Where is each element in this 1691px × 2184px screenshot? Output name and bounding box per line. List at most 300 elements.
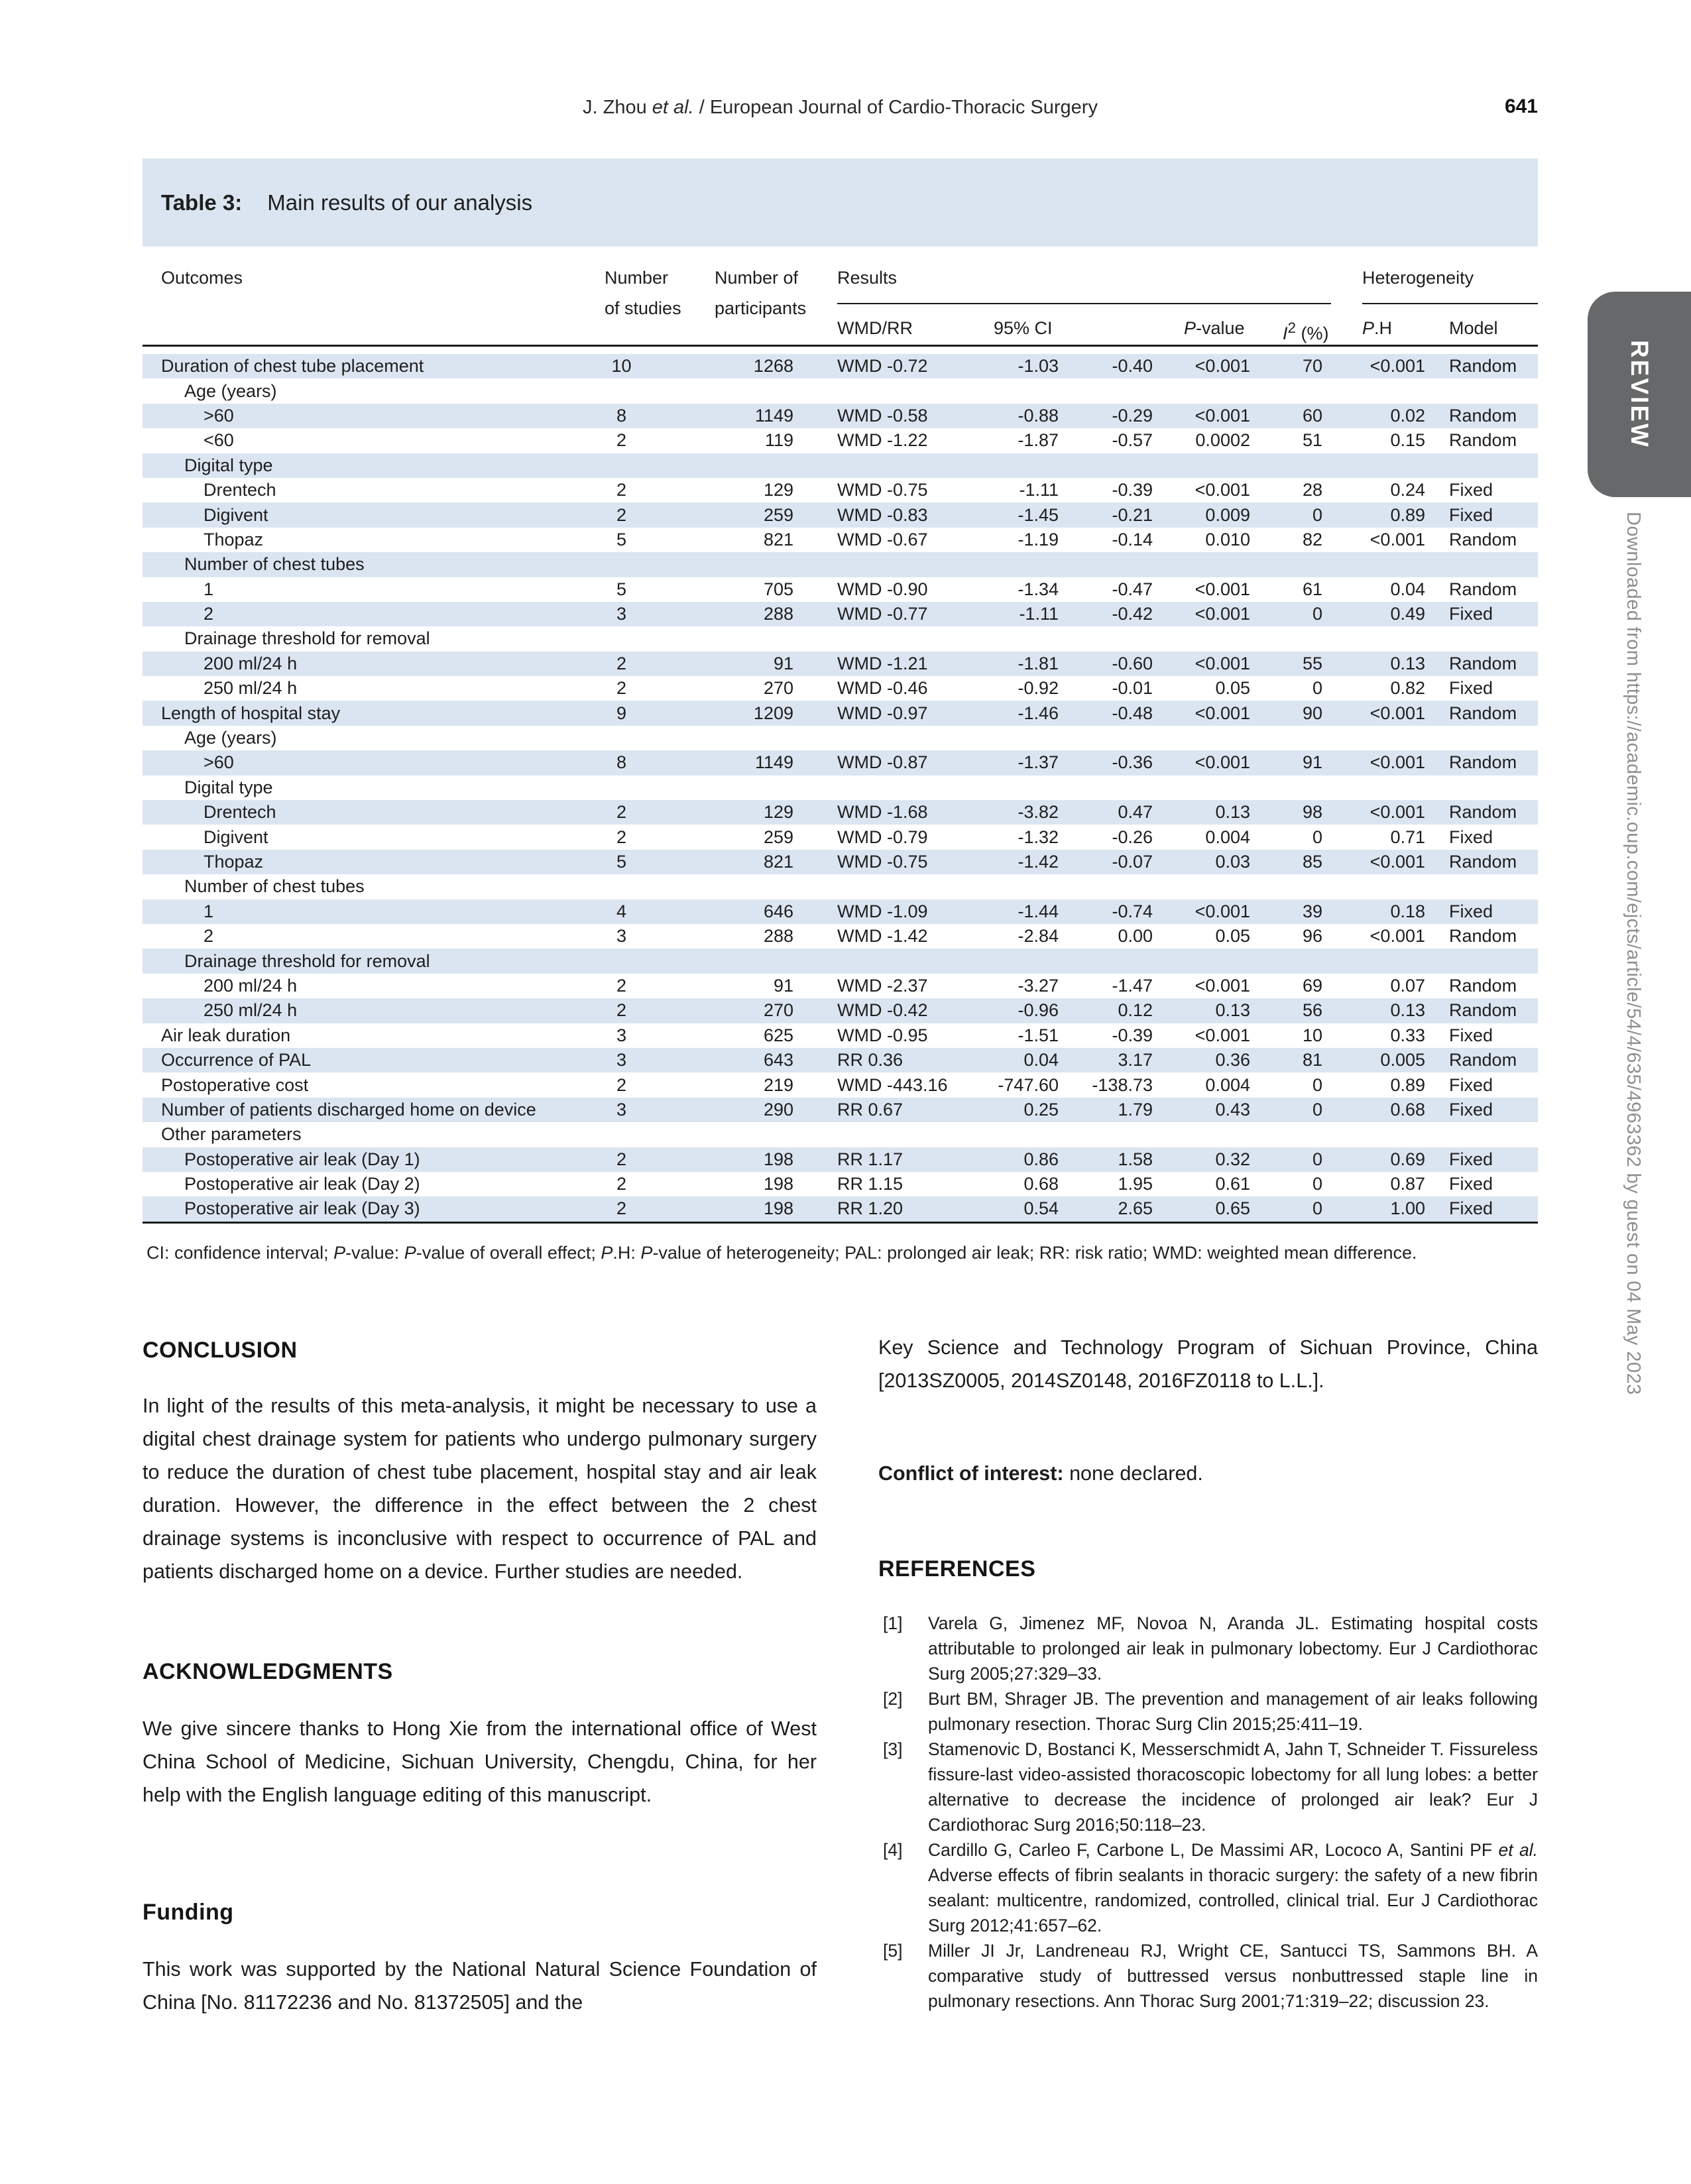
funding-continuation-paragraph: Key Science and Technology Program of Sichuan Province, China [2013SZ0005, 2014SZ0148, 2016FZ0118 to L.L.].: [878, 1336, 1538, 1392]
col-header-p-value: P-value: [1184, 318, 1245, 338]
table-row: [143, 1196, 1538, 1221]
cell-number-of-studies: 9: [616, 703, 627, 723]
cell-ci-lower: -2.84: [1018, 926, 1059, 947]
cell-number-of-participants: 219: [763, 1074, 793, 1095]
table-row: [143, 1172, 1538, 1196]
cell-ci-upper: -0.40: [1112, 356, 1153, 376]
conflict-of-interest: [878, 1457, 1538, 1490]
cell-wmd-rr: WMD -0.58: [837, 405, 928, 426]
cell-wmd-rr: RR 1.20: [837, 1198, 904, 1219]
cell-ci-upper: 0.47: [1118, 802, 1153, 823]
cell-p-value: 0.36: [1215, 1050, 1250, 1070]
cell-ci-lower: -0.92: [1018, 678, 1059, 699]
cell-number-of-participants: 646: [763, 901, 793, 921]
cell-p-value: <0.001: [1195, 480, 1250, 500]
cell-outcome: Postoperative air leak (Day 1): [184, 1149, 420, 1169]
cell-ci-upper: 0.00: [1118, 926, 1153, 947]
cell-p-value: 0.004: [1205, 1074, 1250, 1095]
cell-number-of-participants: 129: [763, 802, 793, 823]
cell-ph: 0.71: [1390, 827, 1425, 847]
cell-outcome: Postoperative air leak (Day 2): [184, 1174, 420, 1194]
cell-ci-upper: -138.73: [1092, 1074, 1153, 1095]
cell-ci-upper: -0.21: [1112, 504, 1153, 525]
cell-number-of-studies: 2: [616, 1149, 627, 1169]
cell-outcome: Digital type: [184, 777, 273, 797]
cell-ci-lower: -1.34: [1018, 579, 1059, 599]
cell-ci-lower: -3.82: [1018, 802, 1059, 823]
table-group-row: [143, 1122, 1538, 1147]
table-row: [143, 354, 1538, 378]
table-group-row: [143, 453, 1538, 478]
cell-p-value: <0.001: [1195, 653, 1250, 673]
table-row: [143, 577, 1538, 602]
reference-item: [878, 1686, 1538, 1737]
cell-ci-lower: 0.25: [1023, 1099, 1059, 1120]
cell-i2: 0: [1312, 1198, 1322, 1219]
table-title: [143, 158, 1538, 247]
conclusion-paragraph: In light of the results of this meta-analysis, it might be necessary to use a digital chest drainage system for patients who undergo pulmonary surgery to reduce the duration of chest tube placement, hospital stay and air leak duration. However, the difference in the effect between the 2 chest drainage systems is inconclusive with respect to occurrence of PAL and patients discharged home on a device. Further studies are needed.: [143, 1395, 817, 1583]
cell-p-value: <0.001: [1195, 703, 1250, 723]
cell-p-value: 0.61: [1215, 1174, 1250, 1194]
cell-ph: 0.18: [1390, 901, 1425, 921]
cell-p-value: 0.010: [1205, 529, 1250, 549]
cell-ci-upper: -0.01: [1112, 678, 1153, 699]
cell-wmd-rr: WMD -0.79: [837, 827, 928, 847]
cell-p-value: 0.65: [1215, 1198, 1250, 1219]
cell-number-of-participants: 705: [763, 579, 793, 599]
cell-p-value: 0.004: [1205, 827, 1250, 847]
cell-model: Fixed: [1449, 1025, 1493, 1045]
cell-model: Random: [1449, 356, 1517, 376]
cell-outcome: 2: [204, 926, 214, 947]
cell-ci-upper: -0.26: [1112, 827, 1153, 847]
cell-ci-upper: -0.39: [1112, 1025, 1153, 1045]
conclusion-heading: CONCLUSION: [143, 1338, 298, 1363]
cell-i2: 69: [1302, 975, 1322, 996]
cell-ci-lower: -1.51: [1018, 1025, 1059, 1045]
col-header-model: Model: [1449, 318, 1498, 338]
cell-ci-upper: -0.14: [1112, 529, 1153, 549]
cell-ci-lower: -1.87: [1018, 430, 1059, 451]
cell-wmd-rr: WMD -0.72: [837, 356, 928, 376]
cell-i2: 90: [1302, 703, 1322, 723]
cell-model: Random: [1449, 430, 1517, 451]
review-tab: [1588, 292, 1691, 497]
cell-wmd-rr: WMD -2.37: [837, 975, 928, 996]
cell-model: Random: [1449, 579, 1517, 599]
cell-wmd-rr: WMD -0.42: [837, 1000, 928, 1021]
funding-heading: Funding: [143, 1900, 234, 1925]
cell-number-of-studies: 2: [616, 480, 627, 500]
cell-ci-upper: -0.36: [1112, 752, 1153, 773]
cell-number-of-participants: 1268: [753, 356, 793, 376]
table-row: [143, 428, 1538, 453]
table-row: [143, 502, 1538, 527]
table-row: [143, 404, 1538, 428]
cell-p-value: 0.13: [1215, 802, 1250, 823]
cell-outcome: Digivent: [204, 827, 268, 847]
funding-paragraph: This work was supported by the National Natural Science Foundation of China [No. 81172236 and No. 81372505] and the: [143, 1958, 817, 2014]
cell-outcome: Number of chest tubes: [184, 554, 365, 575]
table-group-row: [143, 726, 1538, 750]
cell-number-of-studies: 8: [616, 405, 627, 426]
cell-model: Random: [1449, 975, 1517, 996]
cell-outcome: >60: [204, 752, 234, 773]
cell-number-of-studies: 2: [616, 1074, 627, 1095]
cell-ci-upper: -0.47: [1112, 579, 1153, 599]
cell-ci-upper: -0.74: [1112, 901, 1153, 921]
cell-ph: 0.005: [1380, 1050, 1425, 1070]
cell-ci-lower: -1.19: [1018, 529, 1059, 549]
cell-ph: 0.02: [1390, 405, 1425, 426]
cell-p-value: 0.03: [1215, 852, 1250, 872]
cell-outcome: Other parameters: [161, 1124, 302, 1145]
cell-outcome: Drentech: [204, 802, 276, 823]
col-group-heterogeneity: Heterogeneity: [1362, 268, 1474, 288]
reference-text: Varela G, Jimenez MF, Novoa N, Aranda JL. Estimating hospital costs attributable to prolonged air leak in pulmonary lobectomy. Eur J Cardiothorac Surg 2005;27:329–33.: [928, 1613, 1538, 1684]
cell-wmd-rr: WMD -1.42: [837, 926, 928, 947]
cell-number-of-participants: 198: [763, 1149, 793, 1169]
cell-number-of-studies: 2: [616, 504, 627, 525]
cell-outcome: 250 ml/24 h: [204, 678, 298, 699]
cell-ph: 0.13: [1390, 653, 1425, 673]
table-row: [143, 652, 1538, 676]
cell-model: Fixed: [1449, 901, 1493, 921]
cell-ph: <0.001: [1370, 752, 1425, 773]
reference-text: Stamenovic D, Bostanci K, Messerschmidt A, Jahn T, Schneider T. Fissureless fissure-last video-assisted thoracoscopic lobectomy for all lung lobes: a better alternative to decrease the incidence of prolonged air leak? Eur J Cardiothorac Surg 2016;50:118–23.: [928, 1739, 1538, 1835]
cell-ph: 0.07: [1390, 975, 1425, 996]
cell-p-value: <0.001: [1195, 356, 1250, 376]
table-row: [143, 1098, 1538, 1122]
cell-ci-lower: -747.60: [998, 1074, 1059, 1095]
cell-ci-upper: 1.79: [1118, 1099, 1153, 1120]
cell-ci-lower: -1.37: [1018, 752, 1059, 773]
cell-wmd-rr: RR 1.15: [837, 1174, 904, 1194]
table-row: [143, 1023, 1538, 1048]
cell-model: Fixed: [1449, 827, 1493, 847]
cell-outcome: 200 ml/24 h: [204, 653, 298, 673]
cell-number-of-participants: 198: [763, 1174, 793, 1194]
cell-number-of-participants: 198: [763, 1198, 793, 1219]
cell-number-of-participants: 270: [763, 1000, 793, 1021]
running-head: J. Zhou et al. / European Journal of Cardio-Thoracic Surgery: [583, 97, 1098, 118]
cell-p-value: 0.009: [1205, 504, 1250, 525]
cell-p-value: <0.001: [1195, 405, 1250, 426]
cell-number-of-participants: 625: [763, 1025, 793, 1045]
cell-ci-upper: -0.07: [1112, 852, 1153, 872]
cell-number-of-studies: 2: [616, 1198, 627, 1219]
cell-p-value: 0.32: [1215, 1149, 1250, 1169]
table-row: [143, 602, 1538, 626]
cell-i2: 10: [1302, 1025, 1322, 1045]
cell-i2: 0: [1312, 1149, 1322, 1169]
reference-text: Miller JI Jr, Landreneau RJ, Wright CE, Santucci TS, Sammons BH. A comparative study of buttressed versus nonbuttressed staple line in pulmonary resections. Ann Thorac Surg 2001;71:319–22; discussion 23.: [928, 1941, 1538, 2011]
cell-i2: 28: [1302, 480, 1322, 500]
col-header-ph: P.H: [1362, 318, 1393, 338]
cell-model: Random: [1449, 405, 1517, 426]
cell-outcome: Drentech: [204, 480, 276, 500]
table-row: [143, 750, 1538, 775]
cell-outcome: Air leak duration: [161, 1025, 291, 1045]
cell-ph: 0.89: [1390, 504, 1425, 525]
table-row: [143, 1048, 1538, 1072]
cell-i2: 51: [1302, 430, 1322, 451]
cell-wmd-rr: WMD -1.09: [837, 901, 928, 921]
cell-number-of-participants: 119: [764, 430, 793, 451]
cell-ci-lower: -1.81: [1018, 653, 1059, 673]
cell-wmd-rr: WMD -0.87: [837, 752, 928, 773]
cell-ph: 0.15: [1390, 430, 1425, 451]
table-caption-label: Table 3:: [161, 190, 243, 215]
cell-model: Fixed: [1449, 1198, 1493, 1219]
cell-ci-upper: -0.48: [1112, 703, 1153, 723]
cell-i2: 39: [1302, 901, 1322, 921]
cell-wmd-rr: WMD -1.68: [837, 802, 928, 823]
cell-number-of-studies: 4: [616, 901, 627, 921]
cell-i2: 0: [1312, 678, 1322, 699]
cell-wmd-rr: WMD -0.90: [837, 579, 928, 599]
cell-number-of-studies: 5: [616, 852, 627, 872]
cell-ci-lower: 0.86: [1023, 1149, 1059, 1169]
cell-outcome: Age (years): [184, 380, 277, 401]
reference-number: [5]: [883, 1941, 903, 1961]
table-row: [143, 924, 1538, 948]
cell-ci-lower: -1.42: [1018, 852, 1059, 872]
cell-number-of-participants: 1149: [754, 752, 793, 773]
cell-ci-upper: -0.42: [1112, 604, 1153, 624]
cell-outcome: 1: [204, 579, 214, 599]
cell-ci-lower: 0.04: [1023, 1050, 1059, 1070]
cell-ci-upper: -0.57: [1112, 430, 1153, 451]
table-row: [143, 528, 1538, 552]
table-group-row: [143, 948, 1538, 973]
cell-ci-upper: 3.17: [1118, 1050, 1153, 1070]
cell-wmd-rr: WMD -0.95: [837, 1025, 928, 1045]
cell-ci-lower: -1.46: [1018, 703, 1059, 723]
cell-ph: <0.001: [1370, 356, 1425, 376]
cell-number-of-studies: 3: [616, 604, 627, 624]
cell-wmd-rr: WMD -0.83: [837, 504, 928, 525]
cell-outcome: Drainage threshold for removal: [184, 950, 430, 971]
cell-number-of-studies: 10: [611, 356, 632, 376]
col-header-outcomes: Outcomes: [161, 268, 243, 288]
cell-outcome: Postoperative air leak (Day 3): [184, 1198, 420, 1219]
cell-p-value: <0.001: [1195, 1025, 1250, 1045]
table-row: [143, 998, 1538, 1023]
cell-outcome: >60: [204, 405, 234, 426]
cell-wmd-rr: WMD -443.16: [837, 1074, 948, 1095]
table-row: [143, 850, 1538, 874]
cell-number-of-participants: 270: [763, 678, 793, 699]
cell-number-of-studies: 8: [616, 752, 627, 773]
cell-i2: 96: [1302, 926, 1322, 947]
cell-number-of-studies: 2: [616, 653, 627, 673]
cell-model: Fixed: [1449, 504, 1493, 525]
reference-text: Burt BM, Shrager JB. The prevention and management of air leaks following pulmonary resection. Thorac Surg Clin 2015;25:411–19.: [928, 1689, 1538, 1734]
cell-model: Fixed: [1449, 604, 1493, 624]
cell-ph: 0.49: [1390, 604, 1425, 624]
cell-outcome: Postoperative cost: [161, 1074, 309, 1095]
cell-model: Random: [1449, 1050, 1517, 1070]
cell-model: Fixed: [1449, 480, 1493, 500]
cell-wmd-rr: WMD -0.46: [837, 678, 928, 699]
cell-number-of-studies: 2: [616, 827, 627, 847]
cell-model: Random: [1449, 653, 1517, 673]
table-header: [143, 247, 1538, 345]
col-header-number-of-participants: Number of participants: [715, 268, 807, 318]
cell-number-of-participants: 129: [763, 480, 793, 500]
cell-model: Random: [1449, 852, 1517, 872]
table-row: [143, 478, 1538, 502]
cell-number-of-studies: 3: [616, 1099, 627, 1120]
reference-number: [4]: [883, 1840, 903, 1860]
cell-ph: 0.24: [1390, 480, 1425, 500]
cell-ph: 0.69: [1390, 1149, 1425, 1169]
cell-number-of-participants: 821: [763, 852, 793, 872]
cell-number-of-studies: 5: [616, 579, 627, 599]
cell-wmd-rr: WMD -1.22: [837, 430, 928, 451]
table-footnote: CI: confidence interval; P-value: P-value of overall effect; P.H: P-value of heterogeneity; PAL: prolonged air leak; RR: risk ratio; WMD: weighted mean difference.: [146, 1242, 1417, 1263]
cell-ci-upper: -1.47: [1112, 975, 1153, 996]
cell-ci-lower: -1.11: [1019, 480, 1059, 500]
cell-ci-upper: 0.12: [1118, 1000, 1153, 1021]
cell-outcome: Number of patients discharged home on device: [161, 1099, 536, 1120]
cell-number-of-studies: 2: [616, 1000, 627, 1021]
cell-ci-upper: -0.60: [1112, 653, 1153, 673]
cell-model: Random: [1449, 926, 1517, 947]
reference-item: [878, 1737, 1538, 1837]
cell-ci-lower: -1.11: [1019, 604, 1059, 624]
cell-outcome: <60: [204, 430, 234, 451]
cell-outcome: 200 ml/24 h: [204, 975, 298, 996]
col-header-i2: $I^2$ (%): [1283, 319, 1329, 343]
cell-p-value: 0.13: [1215, 1000, 1250, 1021]
cell-i2: 0: [1312, 504, 1322, 525]
cell-p-value: 0.05: [1215, 926, 1250, 947]
cell-outcome: Digital type: [184, 455, 273, 475]
cell-ci-lower: -1.03: [1018, 356, 1059, 376]
col-header-95ci: 95% CI: [994, 318, 1053, 338]
cell-number-of-studies: 2: [616, 975, 627, 996]
table-group-row: [143, 552, 1538, 577]
cell-i2: 60: [1302, 405, 1322, 426]
cell-wmd-rr: WMD -1.21: [837, 653, 928, 673]
cell-model: Fixed: [1449, 1074, 1493, 1095]
references-heading: REFERENCES: [878, 1556, 1036, 1581]
cell-ph: <0.001: [1370, 852, 1425, 872]
cell-number-of-studies: 2: [616, 802, 627, 823]
cell-model: Random: [1449, 802, 1517, 823]
table-group-row: [143, 626, 1538, 651]
reference-item: [878, 1837, 1538, 1938]
page-number: 641: [1504, 95, 1538, 117]
cell-ci-upper: -0.39: [1112, 480, 1153, 500]
cell-ph: <0.001: [1370, 529, 1425, 549]
cell-ph: 1.00: [1390, 1198, 1425, 1219]
cell-number-of-participants: 91: [773, 975, 793, 996]
cell-ci-lower: -3.27: [1018, 975, 1059, 996]
cell-wmd-rr: RR 1.17: [837, 1149, 904, 1169]
cell-number-of-studies: 3: [616, 926, 627, 947]
cell-ph: 0.87: [1390, 1174, 1425, 1194]
cell-number-of-studies: 2: [616, 1174, 627, 1194]
cell-i2: 55: [1302, 653, 1322, 673]
review-tab-label: REVIEW: [1626, 340, 1653, 449]
reference-item: [878, 1611, 1538, 1686]
cell-outcome: Thopaz: [204, 852, 264, 872]
results-group-rule: [837, 303, 1331, 304]
cell-ci-lower: -1.45: [1018, 504, 1059, 525]
acknowledgments-paragraph: We give sincere thanks to Hong Xie from the international office of West China School of Medicine, Sichuan University, Chengdu, China, for her help with the English language editing of this manuscript.: [143, 1717, 817, 1806]
table-group-row: [143, 378, 1538, 403]
table-3: [143, 158, 1538, 1265]
reference-item: [878, 1938, 1538, 2014]
cell-number-of-participants: 259: [763, 504, 793, 525]
cell-i2: 81: [1302, 1050, 1322, 1070]
table-row: [143, 676, 1538, 701]
cell-i2: 61: [1302, 579, 1322, 599]
cell-i2: 70: [1302, 356, 1322, 376]
cell-outcome: Number of chest tubes: [184, 876, 365, 897]
cell-outcome: Digivent: [204, 504, 268, 525]
col-header-number-of-studies: Number of studies: [605, 268, 681, 318]
cell-ci-lower: -1.32: [1018, 827, 1059, 847]
cell-number-of-participants: 643: [763, 1050, 793, 1070]
conflict-of-interest-label: Conflict of interest:: [878, 1462, 1064, 1485]
cell-wmd-rr: WMD -0.75: [837, 480, 928, 500]
cell-ph: 0.13: [1390, 1000, 1425, 1021]
cell-i2: 85: [1302, 852, 1322, 872]
cell-number-of-participants: 290: [763, 1099, 793, 1120]
cell-wmd-rr: RR 0.36: [837, 1050, 904, 1070]
cell-number-of-participants: 91: [773, 653, 793, 673]
col-group-results: Results: [837, 268, 898, 288]
cell-i2: 0: [1312, 1074, 1322, 1095]
table-group-row: [143, 874, 1538, 899]
table-group-row: [143, 776, 1538, 800]
cell-number-of-participants: 259: [763, 827, 793, 847]
cell-i2: 98: [1302, 802, 1322, 823]
cell-ci-upper: 1.95: [1118, 1174, 1153, 1194]
table-row: [143, 800, 1538, 825]
cell-wmd-rr: WMD -0.97: [837, 703, 928, 723]
cell-number-of-studies: 3: [616, 1050, 627, 1070]
conflict-of-interest-text: none declared.: [1063, 1462, 1203, 1485]
cell-i2: 0: [1312, 1174, 1322, 1194]
table-row: [143, 974, 1538, 998]
cell-ci-lower: -1.44: [1018, 901, 1059, 921]
cell-wmd-rr: WMD -0.67: [837, 529, 928, 549]
cell-p-value: <0.001: [1195, 901, 1250, 921]
cell-p-value: <0.001: [1195, 604, 1250, 624]
cell-ci-lower: -0.88: [1018, 405, 1059, 426]
cell-outcome: Thopaz: [204, 529, 264, 549]
reference-text: Cardillo G, Carleo F, Carbone L, De Massimi AR, Lococo A, Santini PF et al. Adverse effects of fibrin sealants in thoracic surgery: the safety of a new fibrin sealant: multicentre, randomized, controlled, clinical trial. Eur J Cardiothorac Surg 2012;41:657–62.: [928, 1840, 1539, 1935]
cell-outcome: Occurrence of PAL: [161, 1050, 312, 1070]
cell-model: Fixed: [1449, 1174, 1493, 1194]
cell-ci-lower: 0.68: [1023, 1174, 1059, 1194]
cell-outcome: Age (years): [184, 728, 277, 748]
reference-number: [3]: [883, 1739, 903, 1759]
cell-ci-lower: -0.96: [1018, 1000, 1059, 1021]
cell-model: Random: [1449, 529, 1517, 549]
cell-ph: 0.68: [1390, 1099, 1425, 1120]
table-row: [143, 1147, 1538, 1172]
cell-wmd-rr: WMD -0.77: [837, 604, 928, 624]
cell-outcome: 2: [204, 604, 214, 624]
cell-p-value: 0.43: [1215, 1099, 1250, 1120]
cell-model: Fixed: [1449, 1099, 1493, 1120]
